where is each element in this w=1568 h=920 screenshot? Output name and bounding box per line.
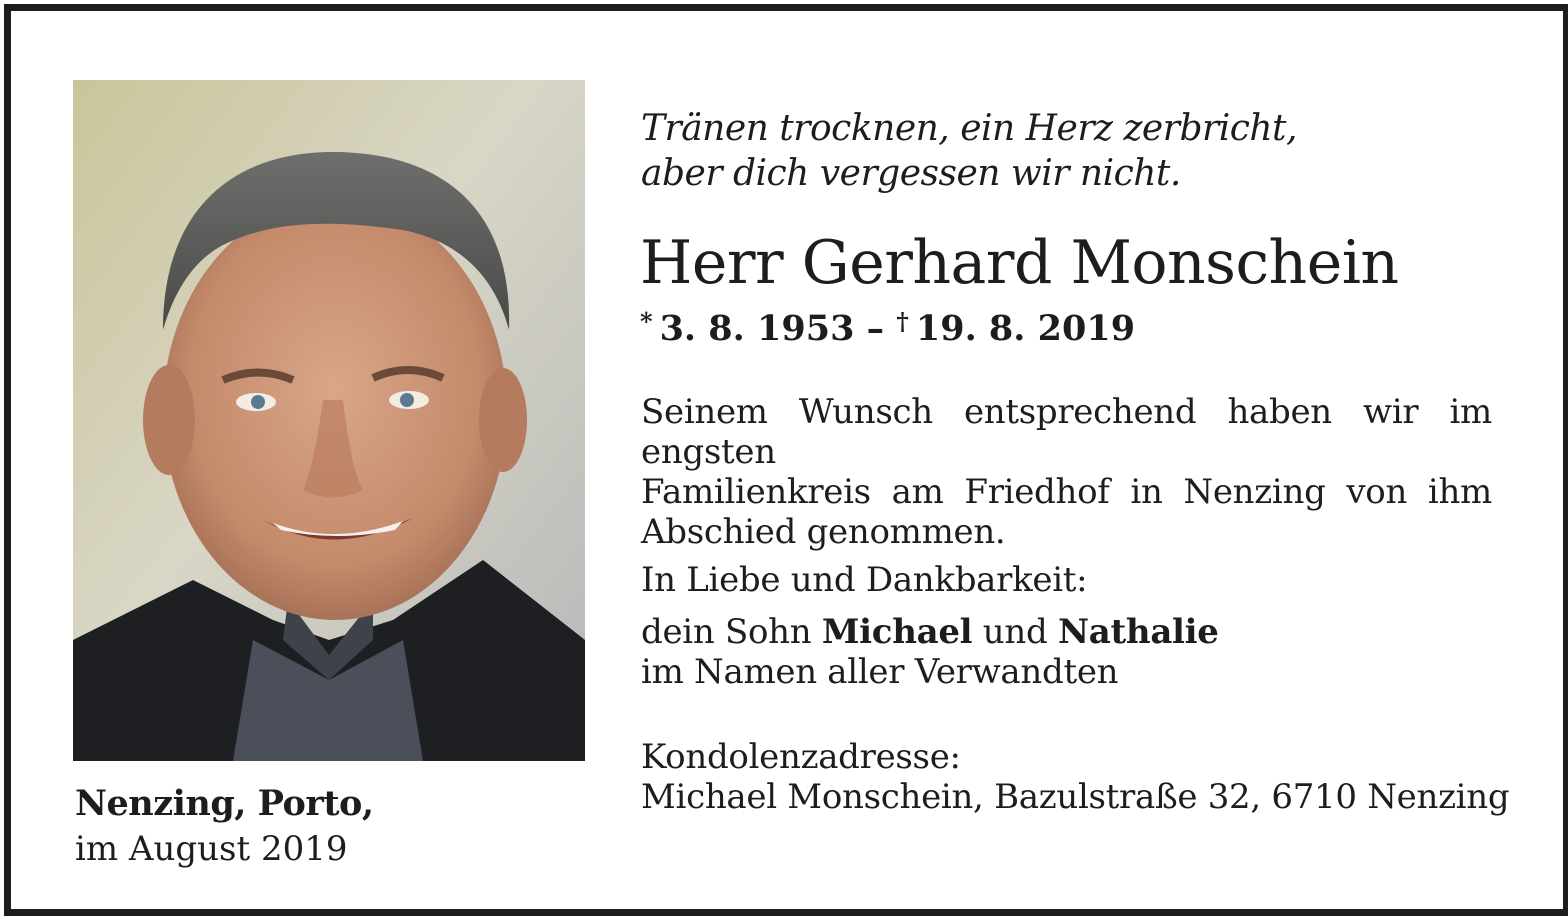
family-line: dein Sohn Michael und Nathalie [641,612,1219,652]
life-dates [640,307,1135,349]
portrait-photo [73,80,585,761]
farewell-message [641,392,1492,552]
deceased-name: Herr Gerhard Monschein [640,228,1399,298]
condolence-address [641,737,1509,817]
partner-name: Nathalie [1057,612,1219,652]
date-separator: – [854,308,897,349]
condolence-label: Kondolenzadresse: [641,737,961,777]
quote-line: aber dich vergessen wir nicht. [641,153,1181,194]
memorial-quote [641,106,1297,196]
message-line: Familienkreis am Friedhof in Nenzing von ihm [641,472,1492,512]
birth-symbol: * [640,307,653,336]
place-names: Nenzing, Porto, [75,783,374,824]
relatives-line: im Namen aller Verwandten [641,652,1119,692]
portrait-image [73,80,585,761]
family-signature [641,612,1219,692]
birth-date: 3. 8. 1953 [659,308,855,349]
death-date: 19. 8. 2019 [915,308,1136,349]
message-line: Seinem Wunsch entsprechend haben wir im engsten [641,392,1492,472]
death-symbol: † [896,307,909,336]
love-line: In Liebe und Dankbarkeit: [641,560,1088,600]
publication-date: im August 2019 [75,829,348,869]
son-name: Michael [821,612,973,652]
message-line: Abschied genommen. [641,512,1006,552]
condolence-address-line: Michael Monschein, Bazulstraße 32, 6710 Nenzing [641,777,1510,817]
quote-line: Tränen trocknen, ein Herz zerbricht, [641,108,1297,149]
